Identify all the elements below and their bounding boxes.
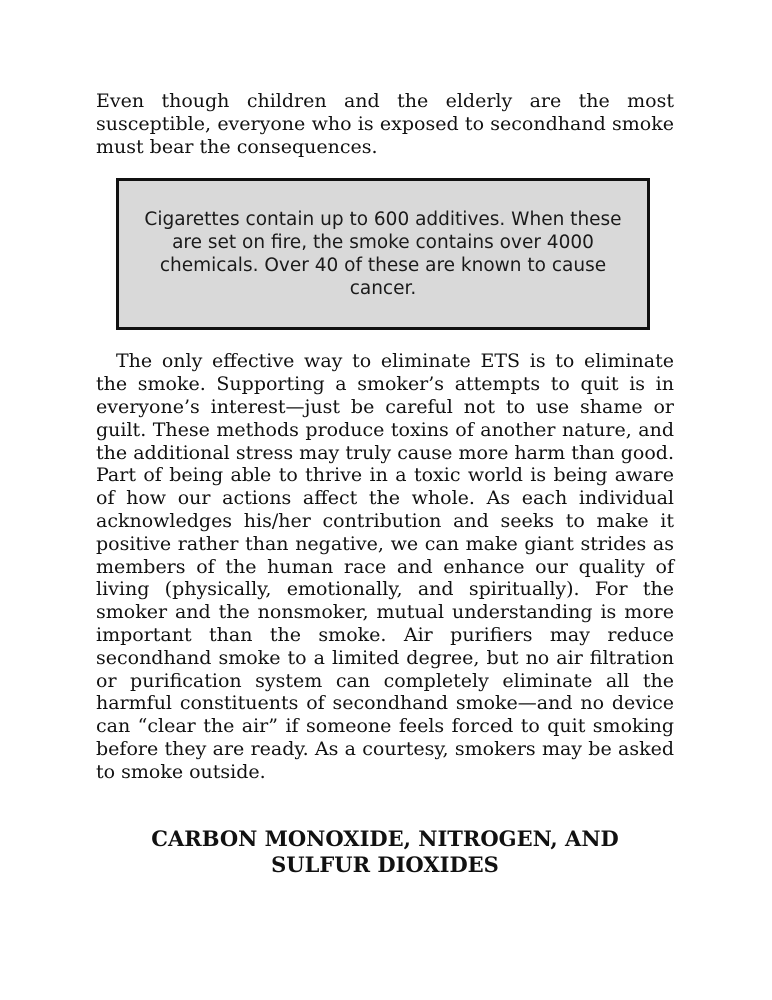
body-paragraph: The only effective way to eliminate ETS is to eliminate the smoke. Supporting a smoker’s attempts to quit is in everyone’s interest—just be careful not to use shame or guilt. These methods produce toxins of another nature, and the additional stress may truly cause more harm than good. Part of being able to thrive in a toxic world is being aware of how our actions affect the whole. As each individual acknowledges his/her contribution and seeks to make it positive rather than negative, we can make giant strides as members of the human race and enhance our quality of living (physically, emotionally, and spiritually). For the smoker and the nonsmoker, mutual understanding is more important than the smoke. Air purifiers may reduce secondhand smoke to a limited degree, but no air filtration or purification system can completely eliminate all the harmful constituents of secondhand smoke—and no device can “clear the air” if someone feels forced to quit smoking before they are ready. As a courtesy, smokers may be asked to smoke outside. xyxy=(96,350,674,783)
section-heading: CARBON MONOXIDE, NITROGEN, AND SULFUR DIOXIDES xyxy=(151,825,619,877)
callout-box xyxy=(116,178,650,330)
document-page xyxy=(96,90,674,878)
callout-text: Cigarettes contain up to 600 additives. When these are set on fire, the smoke contains over 4000 chemicals. Over 40 of these are known to cause cancer. xyxy=(144,209,622,300)
intro-paragraph: Even though children and the elderly are the most susceptible, everyone who is exposed to secondhand smoke must bear the consequences. xyxy=(96,90,674,158)
